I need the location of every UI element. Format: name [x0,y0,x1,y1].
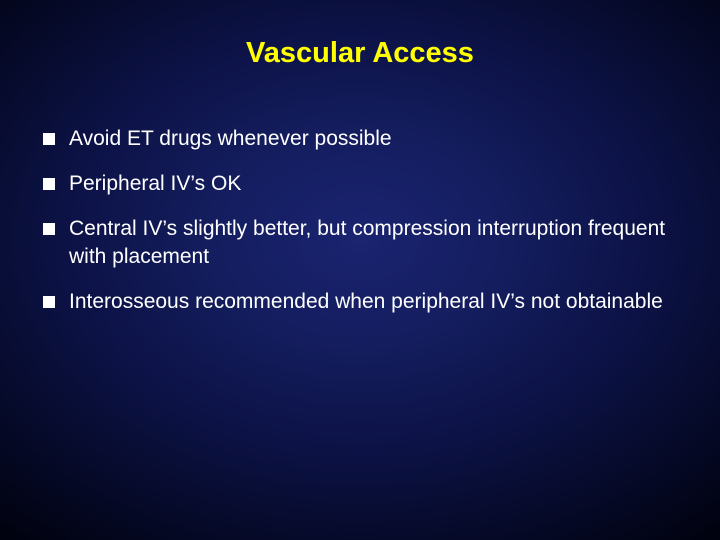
square-bullet-icon [43,178,55,190]
square-bullet-icon [43,223,55,235]
bullet-item-avoid-et-drugs [43,125,693,153]
bullet-text: Interosseous recommended when peripheral IV’s not obtainable [69,290,663,313]
slide-title: Vascular Access [246,37,474,69]
bullet-item-peripheral-iv [43,170,693,198]
bullet-text: Avoid ET drugs whenever possible [69,127,392,150]
bullet-text: Central IV’s slightly better, but compression interruption frequent with placement [69,217,666,268]
bullet-text: Peripheral IV’s OK [69,172,242,195]
bullet-list [43,125,693,333]
square-bullet-icon [43,296,55,308]
bullet-item-central-iv [43,215,693,271]
square-bullet-icon [43,133,55,145]
bullet-item-interosseous [43,288,693,316]
